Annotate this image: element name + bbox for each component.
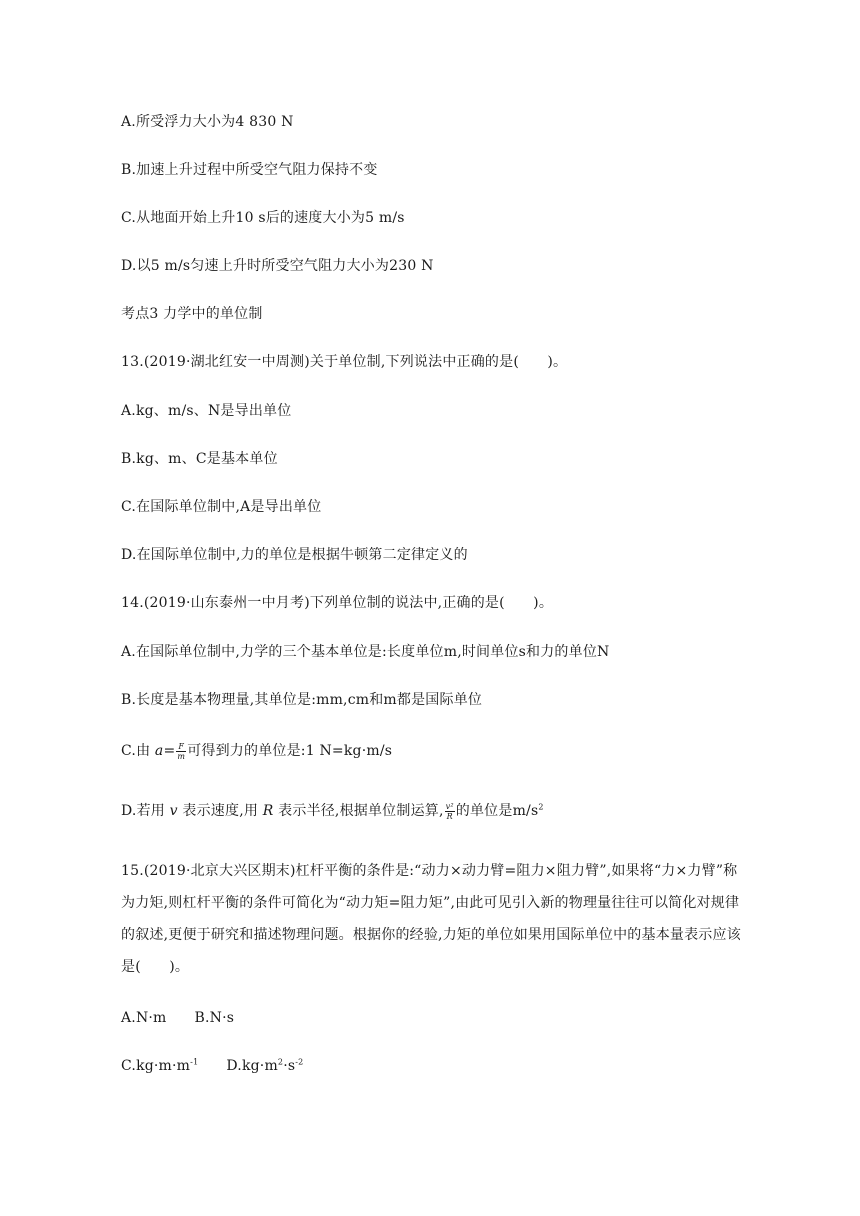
q15-c-text: C.kg·m·m [121, 1058, 191, 1074]
q14-d-fraction [445, 802, 455, 821]
q14-c-suffix: 可得到力的单位是:1 N=kg·m/s [187, 743, 393, 759]
q14-c-frac-num: F [176, 742, 186, 752]
q14-option-a: A.在国际单位制中,力学的三个基本单位是:长度单位m,时间单位s和力的单位N [121, 644, 610, 660]
q15-d-text2: ·s [283, 1058, 296, 1074]
q15-d-text1: D.kg·m [226, 1058, 278, 1074]
q15-option-a: A.N·m [121, 1010, 167, 1026]
q15-c-sup: -1 [190, 1057, 199, 1067]
q14-c-frac-den: m [177, 751, 186, 761]
q12-option-c: C.从地面开始上升10 s后的速度大小为5 m/s [121, 210, 405, 226]
q13-option-d: D.在国际单位制中,力的单位是根据牛顿第二定律定义的 [121, 547, 468, 563]
q14-option-d [121, 801, 544, 821]
q14-c-var: a [154, 743, 164, 759]
q14-c-fraction [176, 742, 186, 761]
q14-d-r: R [262, 803, 274, 819]
q14-d-v: v [169, 803, 178, 819]
q12-option-a: A.所受浮力大小为4 830 N [121, 114, 294, 130]
q14-d-mid2: 表示半径,根据单位制运算, [278, 803, 444, 819]
q12-option-b: B.加速上升过程中所受空气阻力保持不变 [121, 162, 378, 178]
q14-d-sup: 2 [538, 802, 544, 812]
q15-d-sup1: 2 [277, 1057, 284, 1067]
q15-option-c [121, 1058, 198, 1074]
q13-stem: 13.(2019·湖北红安一中周测)关于单位制,下列说法中正确的是( )。 [121, 354, 568, 370]
q15-d-sup2: -2 [295, 1057, 304, 1067]
q14-option-c [121, 741, 392, 761]
q15-stem: 15.(2019·北京大兴区期末)杠杆平衡的条件是:“动力×动力臂=阻力×阻力臂”,如果将“力×力臂”称为力矩,则杠杆平衡的条件可简化为“动力矩=阻力矩”,由此可见引入新的物理量往往可以简化对规律的叙述,更便于研究和描述物理问题。根据你的经验,力矩的单位如果用国际单位中的基本量表示应该是( )。 [121, 863, 741, 975]
q13-option-a: A.kg、m/s、N是导出单位 [121, 403, 292, 419]
q14-d-prefix: D.若用 [121, 803, 165, 819]
q15-option-b: B.N·s [194, 1010, 235, 1026]
q14-option-b: B.长度是基本物理量,其单位是:mm,cm和m都是国际单位 [121, 692, 483, 708]
q12-option-d: D.以5 m/s匀速上升时所受空气阻力大小为230 N [121, 258, 434, 274]
q14-d-suffix: 的单位是m/s [455, 803, 539, 819]
q15-options-row1 [121, 1008, 234, 1028]
q14-d-frac-den: R [446, 811, 453, 821]
q13-option-b: B.kg、m、C是基本单位 [121, 451, 278, 467]
q14-stem: 14.(2019·山东泰州一中月考)下列单位制的说法中,正确的是( )。 [121, 595, 554, 611]
q14-c-eq: = [163, 743, 176, 759]
q14-d-mid1: 表示速度,用 [182, 803, 259, 819]
q15-options-row2 [121, 1056, 303, 1076]
q14-d-frac-num: v² [445, 801, 454, 811]
section-heading: 考点3 力学中的单位制 [121, 306, 263, 322]
q13-option-c: C.在国际单位制中,A是导出单位 [121, 499, 322, 515]
q14-c-prefix: C.由 [121, 743, 151, 759]
q15-option-d [226, 1058, 303, 1074]
